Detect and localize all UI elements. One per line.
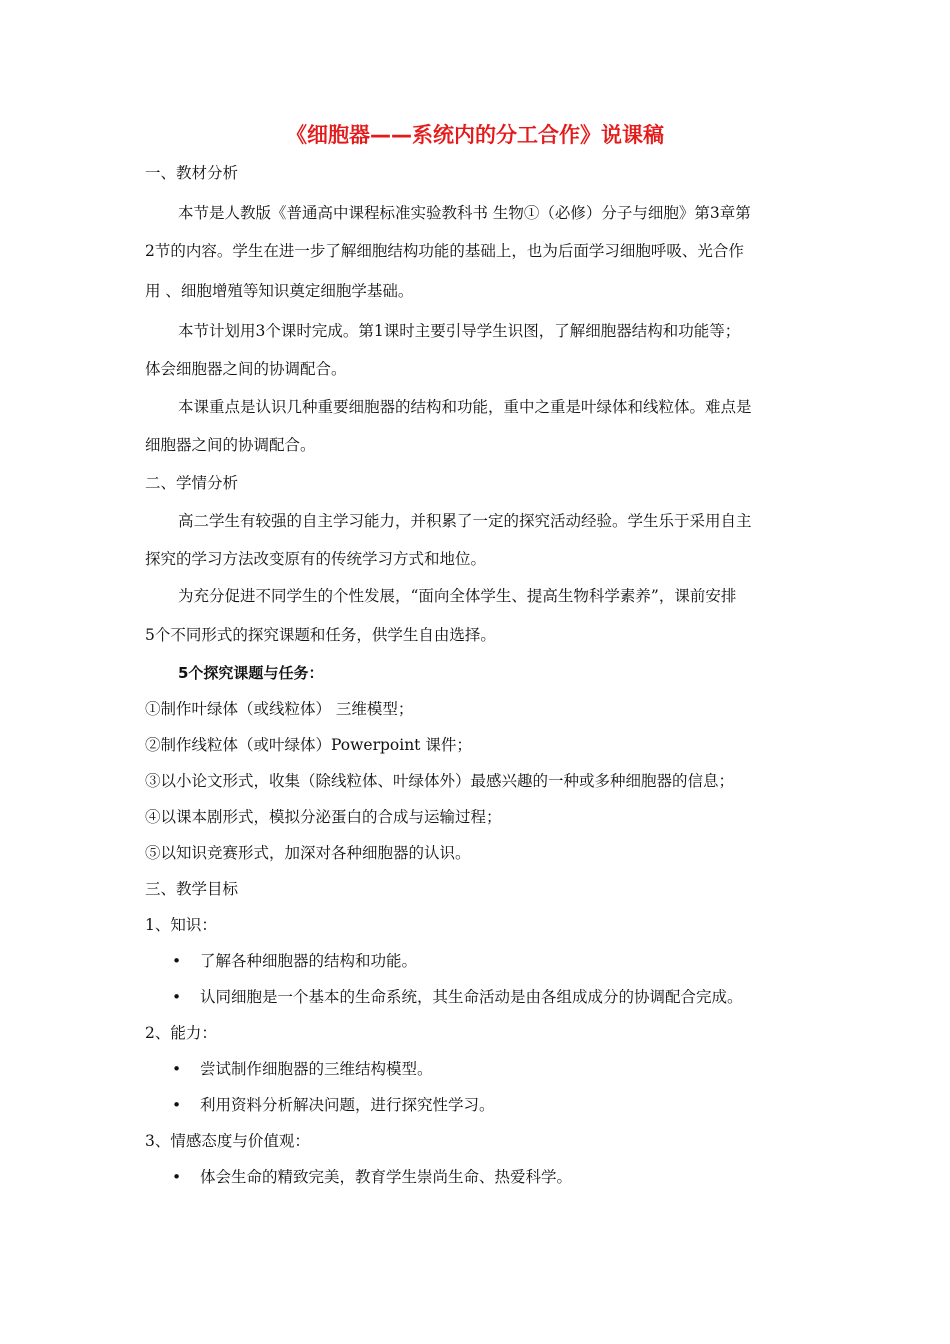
paragraph-line: 本节计划用3个课时完成。第1课时主要引导学生识图，了解细胞器结构和功能等； xyxy=(178,322,741,340)
bullet-icon: • xyxy=(172,952,182,970)
task-item: ⑤以知识竞赛形式，加深对各种细胞器的认识。 xyxy=(145,844,471,862)
list-item xyxy=(172,986,812,1008)
paragraph-line: 2节的内容。学生在进一步了解细胞结构功能的基础上，也为后面学习细胞呼吸、光合作 xyxy=(145,242,744,260)
list-item xyxy=(172,1058,812,1080)
tasks-heading: 5个探究课题与任务： xyxy=(178,664,324,682)
paragraph-line: 细胞器之间的协调配合。 xyxy=(145,436,316,454)
list-item-text: 尝试制作细胞器的三维结构模型。 xyxy=(200,1060,433,1078)
task-item: ②制作线粒体（或叶绿体）Powerpoint 课件； xyxy=(145,736,472,754)
paragraph-line: 本课重点是认识几种重要细胞器的结构和功能，重中之重是叶绿体和线粒体。难点是 xyxy=(178,398,752,416)
paragraph-line: 用 、细胞增殖等知识奠定细胞学基础。 xyxy=(145,282,414,300)
bullet-icon: • xyxy=(172,1168,182,1186)
document-title: 《细胞器——系统内的分工合作》说课稿 xyxy=(286,123,664,147)
paragraph-line: 探究的学习方法改变原有的传统学习方式和地位。 xyxy=(145,550,487,568)
task-item: ④以课本剧形式，模拟分泌蛋白的合成与运输过程； xyxy=(145,808,502,826)
subheading-ability: 2、能力： xyxy=(145,1024,217,1042)
list-item xyxy=(172,1166,812,1188)
paragraph-line: 体会细胞器之间的协调配合。 xyxy=(145,360,347,378)
paragraph-line: 5个不同形式的探究课题和任务，供学生自由选择。 xyxy=(145,626,496,644)
paragraph-line: 为充分促进不同学生的个性发展，“面向全体学生、提高生物科学素养”，课前安排 xyxy=(178,587,737,605)
task-item: ①制作叶绿体（或线粒体） 三维模型； xyxy=(145,700,414,718)
task-item: ③以小论文形式，收集（除线粒体、叶绿体外）最感兴趣的一种或多种细胞器的信息； xyxy=(145,772,735,790)
list-item xyxy=(172,1094,812,1116)
paragraph-line: 本节是人教版《普通高中课程标准实验教科书 生物①（必修）分子与细胞》第3章第 xyxy=(178,204,751,222)
list-item-text: 体会生命的精致完美，教育学生崇尚生命、热爱科学。 xyxy=(200,1168,573,1186)
bullet-icon: • xyxy=(172,988,182,1006)
section-heading-textbook-analysis: 一、教材分析 xyxy=(145,164,239,182)
list-item-text: 利用资料分析解决问题，进行探究性学习。 xyxy=(200,1096,495,1114)
bullet-icon: • xyxy=(172,1060,182,1078)
section-heading-teaching-goals: 三、教学目标 xyxy=(145,880,239,898)
bullet-icon: • xyxy=(172,1096,182,1114)
list-item-text: 了解各种细胞器的结构和功能。 xyxy=(200,952,418,970)
list-item xyxy=(172,950,812,972)
list-item-text: 认同细胞是一个基本的生命系统，其生命活动是由各组成成分的协调配合完成。 xyxy=(200,988,743,1006)
subheading-knowledge: 1、知识： xyxy=(145,916,217,934)
section-heading-student-analysis: 二、学情分析 xyxy=(145,474,239,492)
subheading-attitude: 3、情感态度与价值观： xyxy=(145,1132,310,1150)
paragraph-line: 高二学生有较强的自主学习能力，并积累了一定的探究活动经验。学生乐于采用自主 xyxy=(178,512,752,530)
